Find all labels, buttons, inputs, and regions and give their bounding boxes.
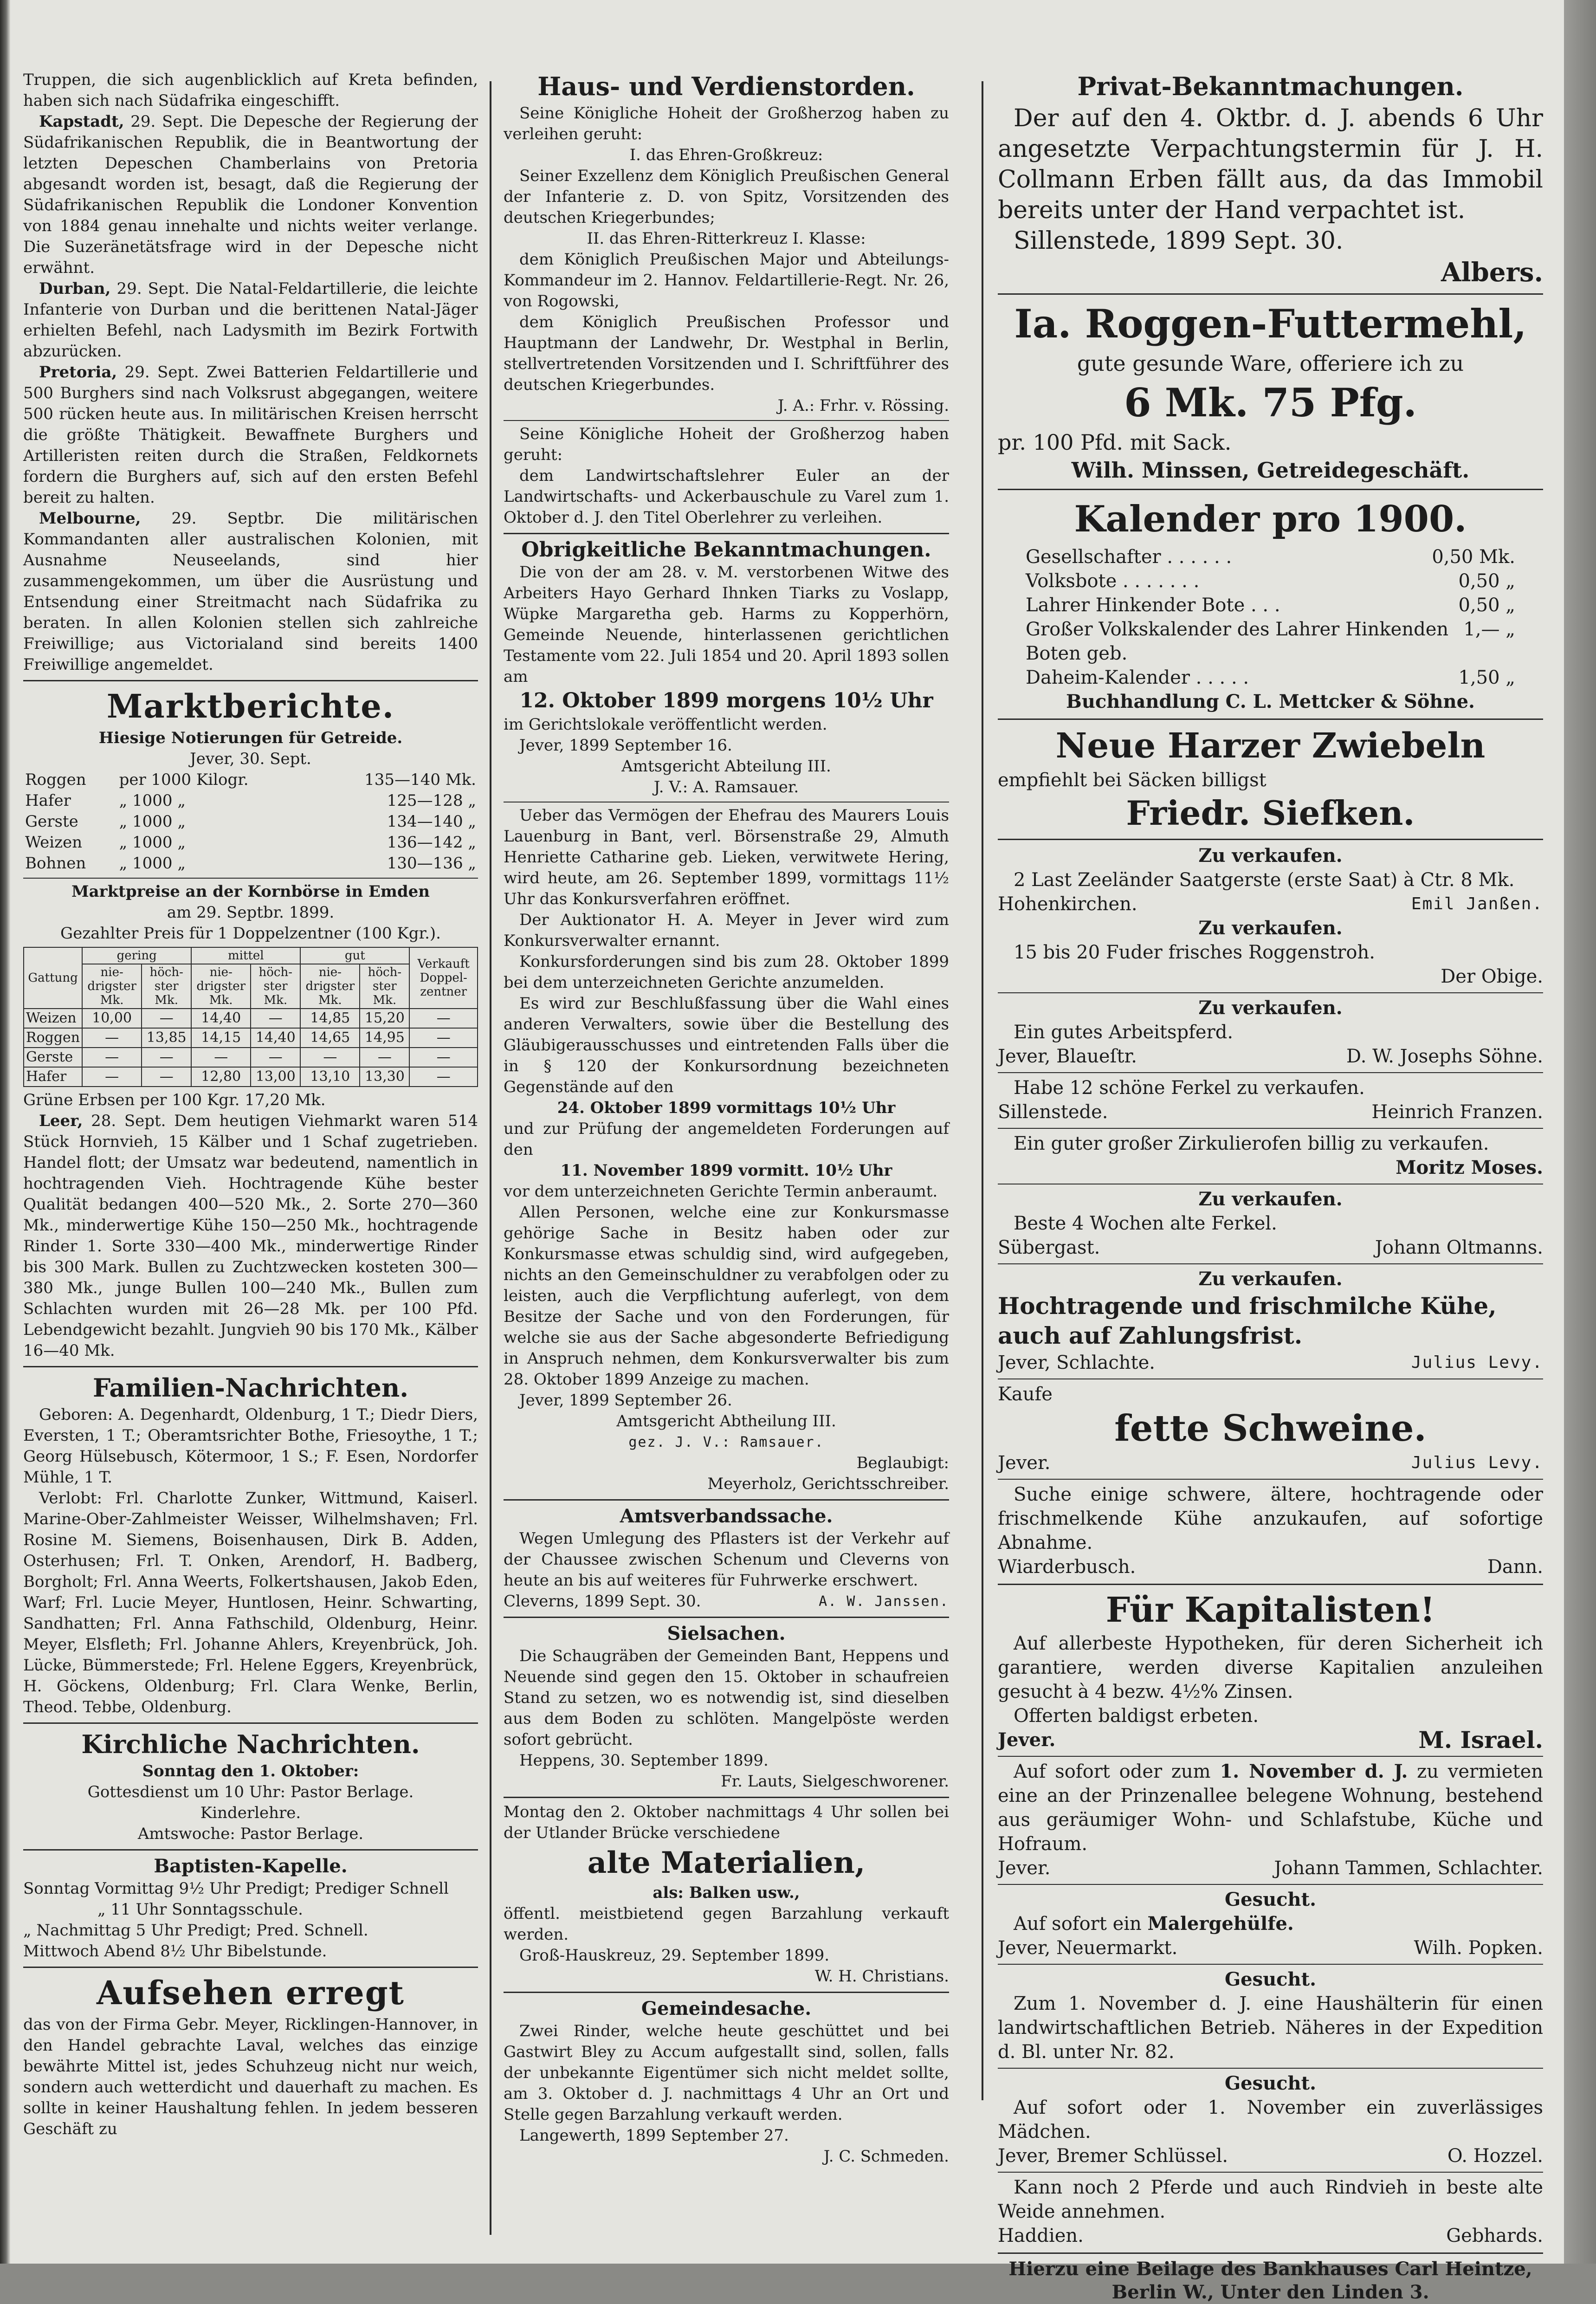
divider bbox=[998, 1479, 1543, 1480]
th-low: nie-drigster Mk. bbox=[300, 964, 360, 1009]
divider bbox=[998, 1072, 1543, 1073]
ad-sign: Johann Oltmanns. bbox=[1375, 1237, 1543, 1258]
ad-place: Groß-Hauskreuz, 29. September 1899. bbox=[519, 1946, 830, 1965]
church-line: Amtswoche: Pastor Berlage. bbox=[137, 1825, 364, 1843]
ad-place: Jever. bbox=[998, 1729, 1056, 1751]
divider bbox=[998, 1128, 1543, 1129]
table-cell: — bbox=[360, 1048, 409, 1067]
section-title-baptist: Baptisten-Kapelle. bbox=[154, 1855, 348, 1877]
order-class: I. das Ehren-Großkreuz: bbox=[629, 146, 823, 164]
notice-text: Zwei Rinder, welche heute geschüttet und bei Gastwirt Bley zu Accum aufgestallt sind, sollen, falls der unbekannte Eigentümer sich nicht meldet sollte, am 3. Oktober d. J. nachmittags 4 Uhr an Ort und Stelle gegen Barzahlung verkauft werden. bbox=[504, 2022, 949, 2124]
ad-footer bbox=[998, 2144, 1543, 2168]
baptist-line: Mittwoch Abend 8½ Uhr Bibelstunde. bbox=[23, 1942, 327, 1961]
table-cell: — bbox=[82, 1067, 142, 1087]
ad-text: Auf sofort oder 1. November ein zuverlässiges Mädchen. bbox=[998, 2097, 1543, 2142]
subheading: Marktpreise an der Kornbörse in Emden bbox=[71, 882, 430, 901]
divider bbox=[504, 420, 949, 421]
order-text: dem Königlich Preußischen Major und Abteilungs-Kommandeur im 2. Hannov. Feldartillerie-Regt. Nr. 26, von Rogowski, bbox=[504, 250, 949, 311]
order-class: II. das Ehren-Ritterkreuz I. Klasse: bbox=[587, 229, 866, 248]
ad-text: Kaufe bbox=[998, 1384, 1053, 1405]
column-rule bbox=[490, 81, 491, 2235]
notice-date: 24. Oktober 1899 vormittags 10½ Uhr bbox=[557, 1099, 896, 1117]
calendar-name: Lahrer Hinkender Bote . . . bbox=[1026, 595, 1280, 616]
ad-place: Wiarderbusch. bbox=[998, 1556, 1136, 1578]
ad-text: Habe 12 schöne Ferkel zu verkaufen. bbox=[1014, 1077, 1365, 1099]
ad-place: Jever. bbox=[998, 1452, 1051, 1474]
order-text: dem Landwirtschaftslehrer Euler an der Landwirtschafts- und Ackerbauschule zu Varel zum 1. Oktober d. J. den Titel Oberlehrer zu verleihen. bbox=[504, 466, 949, 527]
notice-date: 11. November 1899 vormitt. 10½ Uhr bbox=[560, 1161, 892, 1180]
section-divider bbox=[23, 1722, 478, 1724]
calendar-name: Gesellschafter . . . . . . bbox=[1026, 546, 1232, 568]
ad-text-part: Auf sofort oder zum bbox=[1014, 1761, 1211, 1782]
page-margin bbox=[1564, 0, 1596, 2264]
news-paragraph bbox=[23, 111, 478, 278]
notice-text: Konkursforderungen sind bis zum 28. Oktober 1899 bei dem unterzeichneten Gerichte anzumelden. bbox=[504, 952, 949, 992]
ad-title: Gesucht. bbox=[1224, 1889, 1317, 1910]
ad-sign: Wilh. Popken. bbox=[1414, 1937, 1543, 1959]
notice-text: und zur Prüfung der angemeldeten Forderungen auf den bbox=[504, 1120, 949, 1159]
ad-place: Sübergast. bbox=[998, 1237, 1100, 1258]
table-cell: — bbox=[251, 1048, 300, 1067]
ad-sign: Friedr. Siefken. bbox=[1126, 793, 1415, 833]
ad-place: Jever. bbox=[998, 1857, 1051, 1879]
th-high: höch-ster Mk. bbox=[360, 964, 409, 1009]
notice-sign: gez. J. V.: Ramsauer. bbox=[628, 1434, 824, 1450]
ad-headline-kapital: Für Kapitalisten! bbox=[1105, 1590, 1435, 1630]
baptist-line: Sonntag Vormittag 9½ Uhr Predigt; Prediger Schnell bbox=[23, 1879, 449, 1898]
ad-text: Ein guter großer Zirkulierofen billig zu verkaufen. bbox=[1014, 1133, 1489, 1154]
notice-text: Es wird zur Beschlußfassung über die Wahl eines anderen Verwalters, sowie über die Bestellung des Gläubigerausschusses und eintretenden Falls über die in § 120 der Konkursordnung bezeichneten Gegenstände auf den bbox=[504, 994, 949, 1096]
ad-text bbox=[998, 1760, 1543, 1856]
ad-sign: M. Israel. bbox=[1418, 1726, 1543, 1754]
th-gering: gering bbox=[82, 947, 191, 964]
table-cell: — bbox=[409, 1028, 478, 1048]
ad-sign: W. H. Christians. bbox=[814, 1967, 949, 1986]
section-title-orden: Haus- und Verdienstorden. bbox=[537, 71, 915, 101]
calendar-name: Großer Volkskalender des Lahrer Hinkenden Boten geb. bbox=[1026, 619, 1449, 664]
ad-footer bbox=[998, 1236, 1543, 1260]
table-cell-gattung: Hafer bbox=[24, 1067, 82, 1087]
order-text: dem Königlich Preußischen Professor und Hauptmann der Landwehr, Dr. Westphal in Berlin, stellvertretenden Vorsitzenden und I. Schriftführer des deutschen Kriegerbundes. bbox=[504, 313, 949, 394]
ad-sign: Heinrich Franzen. bbox=[1371, 1101, 1543, 1123]
ad-title: Zu verkaufen. bbox=[1198, 997, 1343, 1019]
engagements-paragraph: Verlobt: Frl. Charlotte Zunker, Wittmund, Kaiserl. Marine-Ober-Zahlmeister Weisser, Wilhelmshaven; Frl. Rosine M. Siemens, Boisenhausen, Dirk B. Adden, Osterhusen; Frl. T. Onken, Arendorf, H. Badberg, Borgholt; Frl. Anna Weerts, Folkertshausen, Jakob Eden, Warf; Frl. Lucie Meyer, Huntlosen, Heinr. Schwarting, Sandhatten; Frl. Anna Fathschild, Oldenburg, Heinr. Meyer, Elsfleth; Frl. Johanne Ahlers, Kreyenbrück, Joh. Lücke, Bümmerstede; Frl. Helene Eggers, Kreyenbrück, H. Göckens, Oldenburg; Frl. Clara Wenke, Berlin, Theod. Tebbe, Oldenburg. bbox=[23, 1489, 478, 1716]
ad-title: Zu verkaufen. bbox=[1198, 917, 1343, 939]
ad-headline-kalender: Kalender pro 1900. bbox=[1074, 498, 1467, 540]
order-intro: Seine Königliche Hoheit der Großherzog haben zu verleihen geruht: bbox=[504, 104, 949, 143]
section-divider bbox=[998, 839, 1543, 840]
table-cell: — bbox=[142, 1009, 191, 1028]
ad-keyword: Malergehülfe. bbox=[1147, 1913, 1294, 1935]
table-cell-gattung: Weizen bbox=[24, 1009, 82, 1028]
ad-footer bbox=[998, 1936, 1543, 1960]
table-cell: — bbox=[82, 1048, 142, 1067]
binding-shadow bbox=[0, 0, 10, 2264]
ad-footer bbox=[998, 1555, 1543, 1579]
table-cell: — bbox=[409, 1048, 478, 1067]
ad-title: Gesucht. bbox=[1224, 2072, 1317, 2094]
section-title-siel: Sielsachen. bbox=[667, 1623, 786, 1644]
table-row bbox=[24, 1067, 478, 1087]
births-paragraph: Geboren: A. Degenhardt, Oldenburg, 1 T.; Diedr Diers, Eversten, 1 T.; Oberamtsrichter Bothe, Friesoythe, 1 T.; Georg Hülsebusch, Kötermoor, 1 S.; F. Esen, Nordorfer Mühle, 1 T. bbox=[23, 1405, 478, 1487]
grain-name: Bohnen bbox=[25, 854, 86, 873]
section-title-kirche: Kirchliche Nachrichten. bbox=[81, 1729, 420, 1759]
table-cell: — bbox=[82, 1028, 142, 1048]
dateline: Durban, bbox=[39, 279, 111, 298]
section-title-gemeinde: Gemeindesache. bbox=[641, 1998, 812, 2019]
news-paragraph bbox=[23, 1111, 478, 1361]
notice-text: Der Auktionator H. A. Meyer in Jever wird zum Konkursverwalter ernannt. bbox=[504, 911, 949, 950]
grain-row bbox=[23, 770, 478, 790]
baptist-line: „ Nachmittag 5 Uhr Predigt; Pred. Schnell. bbox=[23, 1921, 368, 1940]
notice-place: Langewerth, 1899 September 27. bbox=[519, 2126, 789, 2145]
ad-sign: Johann Tammen, Schlachter. bbox=[1274, 1857, 1543, 1879]
section-divider bbox=[23, 1849, 478, 1851]
church-line: Kinderlehre. bbox=[200, 1804, 301, 1822]
ad-text-part: Auf sofort ein bbox=[1014, 1913, 1142, 1935]
ad-footer bbox=[998, 1351, 1543, 1375]
th-high: höch-ster Mk. bbox=[251, 964, 300, 1009]
divider bbox=[504, 802, 949, 803]
ad-place: Hohenkirchen. bbox=[998, 893, 1137, 915]
th-gut: gut bbox=[300, 947, 409, 964]
grain-per: „ 1000 „ bbox=[119, 833, 186, 852]
column-middle bbox=[504, 70, 949, 2167]
baptist-line: „ 11 Uhr Sonntagsschule. bbox=[97, 1900, 303, 1919]
ad-place: Sillenstede. bbox=[998, 1101, 1108, 1123]
dateline: Pretoria, bbox=[39, 363, 117, 382]
grain-price: 125—128 „ bbox=[387, 791, 476, 810]
calendar-name: Daheim-Kalender . . . . . bbox=[1026, 667, 1249, 688]
ad-place: Jever, Schlachte. bbox=[998, 1352, 1155, 1373]
notice-sign: J. V.: A. Ramsauer. bbox=[653, 778, 799, 796]
table-cell: 13,10 bbox=[300, 1067, 360, 1087]
ad-sign: D. W. Josephs Söhne. bbox=[1346, 1046, 1543, 1067]
table-cell: 14,15 bbox=[191, 1028, 251, 1048]
grain-name: Gerste bbox=[25, 812, 78, 831]
table-cell: — bbox=[409, 1067, 478, 1087]
ad-title: Zu verkaufen. bbox=[1198, 1268, 1343, 1290]
grain-per: „ 1000 „ bbox=[119, 854, 186, 873]
grain-per: „ 1000 „ bbox=[119, 791, 186, 810]
notice-text: im Gerichtslokale veröffentlicht werden. bbox=[504, 715, 827, 734]
ad-title: Zu verkaufen. bbox=[1198, 1188, 1343, 1210]
ad-footer bbox=[998, 1044, 1543, 1068]
ad-sign: Moritz Moses. bbox=[1396, 1157, 1543, 1178]
notice-footer bbox=[504, 1591, 949, 1612]
grain-row bbox=[23, 832, 478, 853]
notice-text: Ueber das Vermögen der Ehefrau des Maurers Louis Lauenburg in Bant, verl. Börsenstraße 29, Almuth Henriette Catharine geb. Lieken, verwitwete Hering, wird heute, am 26. September 1899, vormittags 11½ Uhr das Konkursverfahren eröffnet. bbox=[504, 806, 949, 908]
ad-text: Kann noch 2 Pferde und auch Rindvieh in beste alte Weide annehmen. bbox=[998, 2177, 1543, 2222]
ad-title-aufsehen: Aufsehen erregt bbox=[96, 1974, 405, 2012]
table-row bbox=[24, 1028, 478, 1048]
grain-name: Hafer bbox=[25, 791, 71, 810]
ad-text: öffentl. meistbietend gegen Barzahlung verkauft werden. bbox=[504, 1904, 949, 1944]
grain-price-table bbox=[23, 770, 478, 874]
ad-footer bbox=[998, 1728, 1543, 1752]
dateline: Kapstadt, bbox=[39, 112, 124, 131]
ad-footer bbox=[998, 1451, 1543, 1475]
table-cell: 14,40 bbox=[191, 1009, 251, 1028]
th-low: nie-drigster Mk. bbox=[82, 964, 142, 1009]
ad-text: Beste 4 Wochen alte Ferkel. bbox=[1014, 1213, 1277, 1234]
ad-sign: Wilh. Minssen, Getreidegeschäft. bbox=[1071, 458, 1470, 483]
th-verkauft: Verkauft Doppel-zentner bbox=[409, 947, 478, 1009]
divider bbox=[998, 1884, 1543, 1885]
ad-headline: alte Materialien, bbox=[587, 1845, 866, 1880]
notice-text: Wegen Umlegung des Pflasters ist der Verkehr auf der Chaussee zwischen Schenum und Cleverns von heute an bis auf weiteres für Fuhrwerke erschwert. bbox=[504, 1529, 949, 1590]
news-text: 29. Sept. Die Natal-Feldartillerie, die leichte Infanterie von Durban und die berittenen Natal-Jäger erhielten Befehl, nach Ladysmith im Bezirk Fortwith abzurücken. bbox=[23, 279, 478, 361]
notice-place: Cleverns, 1899 Sept. 30. bbox=[504, 1592, 701, 1611]
grain-name: Roggen bbox=[25, 770, 86, 789]
table-cell: 14,40 bbox=[251, 1028, 300, 1048]
calendar-list bbox=[998, 545, 1543, 690]
column-right bbox=[998, 70, 1543, 2304]
table-cell: — bbox=[409, 1009, 478, 1028]
ad-place: Jever, Bremer Schlüssel. bbox=[998, 2145, 1228, 2167]
section-divider bbox=[504, 1992, 949, 1993]
ad-sign: Der Obige. bbox=[1441, 966, 1543, 987]
ad-sign: Albers. bbox=[1441, 257, 1543, 288]
th-high: höch-ster Mk. bbox=[142, 964, 191, 1009]
list-item bbox=[1026, 666, 1515, 690]
ad-text: Auf allerbeste Hypotheken, für deren Sicherheit ich garantiere, werden diverse Kapitalien anzuleihen gesucht à 4 bezw. 4½% Zinsen. bbox=[998, 1633, 1543, 1702]
ad-footer bbox=[998, 1856, 1543, 1880]
news-paragraph bbox=[23, 278, 478, 362]
table-cell: 15,20 bbox=[360, 1009, 409, 1028]
grain-price: 134—140 „ bbox=[387, 812, 476, 831]
list-item bbox=[1026, 593, 1515, 617]
ad-text bbox=[998, 1912, 1543, 1936]
section-divider bbox=[998, 293, 1543, 295]
section-divider bbox=[504, 1499, 949, 1501]
section-title-amts: Amtsverbandssache. bbox=[620, 1505, 833, 1527]
calendar-price: 0,50 „ bbox=[1458, 570, 1515, 592]
news-paragraph: Truppen, die sich augenblicklich auf Kreta befinden, haben sich nach Südafrika eingeschifft. bbox=[23, 71, 478, 110]
section-title-privat: Privat-Bekanntmachungen. bbox=[1077, 71, 1464, 101]
ad-sign: Julius Levy. bbox=[1411, 1353, 1543, 1372]
notice-place: Jever, 1899 September 16. bbox=[519, 736, 732, 755]
section-title-obrigkeit: Obrigkeitliche Bekanntmachungen. bbox=[521, 538, 931, 562]
dateline: am 29. Septbr. 1899. bbox=[167, 903, 335, 922]
grain-row bbox=[23, 853, 478, 874]
ad-sign: O. Hozzel. bbox=[1447, 2145, 1543, 2167]
news-text: 29. Sept. Zwei Batterien Feldartillerie und 500 Burghers sind nach Volksrust abgegangen, weitere 500 rücken heute aus. In militärischen Kreisen herrscht die größte Thätigkeit. Bewaffnete Burghers und Artilleristen reiten durch die Straßen, Feldkornets fordern die Burghers auf, sich auf den ersten Befehl bereit zu halten. bbox=[23, 363, 478, 507]
ad-text: empfiehlt bei Säcken billigst bbox=[998, 770, 1266, 791]
grain-name: Weizen bbox=[25, 833, 83, 852]
ad-place: Haddien. bbox=[998, 2225, 1084, 2246]
notice-place: Jever, 1899 September 26. bbox=[519, 1391, 732, 1410]
notice-sign: A. W. Janssen. bbox=[819, 1593, 949, 1610]
note: Grüne Erbsen per 100 Kgr. 17,20 Mk. bbox=[23, 1091, 326, 1109]
ad-text: Ein gutes Arbeitspferd. bbox=[1014, 1022, 1234, 1043]
grain-price: 135—140 Mk. bbox=[364, 770, 476, 789]
calendar-price: 0,50 Mk. bbox=[1432, 546, 1515, 568]
ad-text: gute gesunde Ware, offeriere ich zu bbox=[1077, 351, 1464, 376]
ad-text: Suche einige schwere, ältere, hochtragende oder frischmelkende Kühe anzukaufen, auf sofortige Abnahme. bbox=[998, 1484, 1543, 1553]
ad-text-part: zu vermieten eine an der Prinzenallee belegene Wohnung, bestehend aus geräumiger Wohn- und Schlafstube, Küche und Hofraum. bbox=[998, 1761, 1544, 1855]
news-text: 29. Septbr. Die militärischen Kommandanten aller australischen Kolonien, mit Ausnahme Neuseelands, sind hier zusammengekommen, um über die Ausrüstung und Entsendung einer Streitmacht nach Südafrika zu beraten. In allen Kolonien stellen sich zahlreiche Freiwillige; aus Victorialand sind bereits 1400 Freiwillige angemeldet. bbox=[23, 509, 478, 674]
ad-text: Zum 1. November d. J. eine Haushälterin für einen landwirtschaftlichen Betrieb. Näheres in der Expedition d. Bl. unter Nr. 82. bbox=[998, 1993, 1543, 2063]
th-mittel: mittel bbox=[191, 947, 300, 964]
table-cell: 13,00 bbox=[251, 1067, 300, 1087]
table-cell: — bbox=[142, 1067, 191, 1087]
section-divider bbox=[504, 533, 949, 534]
notice-place: Heppens, 30. September 1899. bbox=[519, 1751, 769, 1770]
ad-headline-zwiebeln: Neue Harzer Zwiebeln bbox=[1055, 726, 1486, 766]
table-cell: — bbox=[300, 1048, 360, 1067]
ad-title: Zu verkaufen. bbox=[1198, 845, 1343, 867]
note: Gezahlter Preis für 1 Doppelzentner (100 Kgr.). bbox=[60, 924, 441, 943]
ad-headline: Hochtragende und frischmilche Kühe, auch auf Zahlungsfrist. bbox=[998, 1292, 1497, 1349]
grain-per: „ 1000 „ bbox=[119, 812, 186, 831]
calendar-price: 0,50 „ bbox=[1458, 595, 1515, 616]
table-cell: 14,95 bbox=[360, 1028, 409, 1048]
dateline: Leer, bbox=[39, 1112, 83, 1130]
list-item bbox=[1026, 617, 1515, 666]
divider bbox=[998, 1756, 1543, 1757]
list-item bbox=[1026, 569, 1515, 593]
section-title-familie: Familien-Nachrichten. bbox=[92, 1373, 409, 1403]
section-divider bbox=[998, 1584, 1543, 1585]
subheading: Hiesige Notierungen für Getreide. bbox=[98, 729, 403, 747]
table-cell: — bbox=[251, 1009, 300, 1028]
order-intro: Seine Königliche Hoheit der Großherzog haben geruht: bbox=[504, 425, 949, 464]
notice-text: vor dem unterzeichneten Gerichte Termin anberaumt. bbox=[504, 1182, 938, 1201]
ad-sign: Dann. bbox=[1487, 1556, 1543, 1578]
section-divider bbox=[998, 2252, 1543, 2254]
ad-text: Offerten baldigst erbeten. bbox=[1014, 1705, 1259, 1727]
ad-text: pr. 100 Pfd. mit Sack. bbox=[998, 430, 1232, 455]
th-gattung: Gattung bbox=[24, 947, 82, 1009]
ad-price: 6 Mk. 75 Pfg. bbox=[1124, 380, 1417, 426]
th-low: nie-drigster Mk. bbox=[191, 964, 251, 1009]
notice-clerk: Meyerholz, Gerichtsschreiber. bbox=[707, 1475, 949, 1493]
divider bbox=[998, 1964, 1543, 1965]
ad-place: Jever, Neuermarkt. bbox=[998, 1937, 1178, 1959]
news-paragraph bbox=[23, 508, 478, 675]
section-divider bbox=[998, 718, 1543, 720]
divider bbox=[998, 2172, 1543, 2173]
notice-sign: Fr. Lauts, Sielgeschworener. bbox=[721, 1772, 949, 1791]
ad-headline-schweine: fette Schweine. bbox=[1114, 1407, 1427, 1450]
section-divider bbox=[23, 680, 478, 681]
ad-sign: Buchhandlung C. L. Mettcker & Söhne. bbox=[1066, 691, 1475, 712]
news-paragraph bbox=[23, 362, 478, 508]
table-cell-gattung: Roggen bbox=[24, 1028, 82, 1048]
notice-text: Die Schaugräben der Gemeinden Bant, Heppens und Neuende sind gegen den 15. Oktober in schaufreien Stand zu setzen, wo es notwendig ist, sind dieselben aus dem Boden zu schlöten. Mangelpöste werden sofort gebrücht. bbox=[504, 1647, 949, 1749]
church-line: Gottesdienst um 10 Uhr: Pastor Berlage. bbox=[87, 1783, 414, 1801]
ad-sign: Gebhards. bbox=[1446, 2225, 1543, 2246]
ad-text: 15 bis 20 Fuder frisches Roggenstroh. bbox=[1014, 942, 1375, 963]
ad-text: das von der Firma Gebr. Meyer, Ricklingen-Hannover, in den Handel gebrachte Laval, welches das einzige bewährte Mittel ist, jedes Schuhzeug nicht nur weich, sondern auch wetterdicht und dauerhaft zu machen. Es sollte in keiner Haushaltung fehlen. In jedem besseren Geschäft zu bbox=[23, 2015, 478, 2138]
notice-court: Amtsgericht Abtheilung III. bbox=[616, 1412, 836, 1430]
dateline: Melbourne, bbox=[39, 509, 141, 528]
section-divider bbox=[504, 1617, 949, 1618]
table-cell: 14,85 bbox=[300, 1009, 360, 1028]
ad-place: Sillenstede, 1899 Sept. 30. bbox=[1014, 227, 1344, 255]
grain-price: 130—136 „ bbox=[387, 854, 476, 873]
grain-row bbox=[23, 790, 478, 811]
ad-footer bbox=[998, 2224, 1543, 2248]
section-divider bbox=[998, 489, 1543, 490]
section-divider bbox=[504, 1797, 949, 1798]
ad-headline-roggen: Ia. Roggen-Futtermehl, bbox=[1014, 301, 1527, 347]
section-title-markt: Marktberichte. bbox=[106, 687, 395, 725]
ad-footer bbox=[998, 1100, 1543, 1124]
dateline: Jever, 30. Sept. bbox=[190, 750, 311, 768]
ad-sign: Emil Janßen. bbox=[1411, 894, 1543, 913]
ad-text: 2 Last Zeeländer Saatgerste (erste Saat) à Ctr. 8 Mk. bbox=[1014, 869, 1515, 891]
calendar-price: 1,50 „ bbox=[1458, 667, 1515, 688]
table-cell-gattung: Gerste bbox=[24, 1048, 82, 1067]
ad-sign: Julius Levy. bbox=[1411, 1453, 1543, 1472]
table-cell: — bbox=[191, 1048, 251, 1067]
divider bbox=[23, 878, 478, 879]
ad-date: 1. November d. J. bbox=[1220, 1760, 1408, 1782]
ad-text: Montag den 2. Oktober nachmittags 4 Uhr sollen bei der Utlander Brücke verschiedene bbox=[504, 1803, 949, 1842]
table-cell: — bbox=[142, 1048, 191, 1067]
grain-price: 136—142 „ bbox=[387, 833, 476, 852]
table-cell: 10,00 bbox=[82, 1009, 142, 1028]
order-text: Seiner Exzellenz dem Königlich Preußischen General der Infanterie z. D. von Spitz, Vorsitzenden des deutschen Kriegerbundes; bbox=[504, 167, 949, 227]
table-cell: 13,30 bbox=[360, 1067, 409, 1087]
notice-date: 12. Oktober 1899 morgens 10½ Uhr bbox=[519, 689, 933, 712]
grain-row bbox=[23, 811, 478, 832]
table-row bbox=[24, 1048, 478, 1067]
grain-per: per 1000 Kilogr. bbox=[119, 770, 249, 789]
emden-price-table bbox=[23, 947, 478, 1087]
church-date: Sonntag den 1. Oktober: bbox=[142, 1762, 359, 1780]
notice-certified: Beglaubigt: bbox=[856, 1454, 949, 1472]
table-cell: 13,85 bbox=[142, 1028, 191, 1048]
supplement-note: Hierzu eine Beilage des Bankhauses Carl Heintze, Berlin W., Unter den Linden 3. bbox=[1008, 2258, 1532, 2303]
calendar-name: Volksbote . . . . . . . bbox=[1026, 570, 1200, 592]
divider bbox=[998, 992, 1543, 993]
calendar-price: 1,— „ bbox=[1463, 619, 1515, 640]
ad-title: Gesucht. bbox=[1224, 1968, 1317, 1990]
ad-footer bbox=[998, 892, 1543, 916]
table-cell: 14,65 bbox=[300, 1028, 360, 1048]
section-divider bbox=[23, 1366, 478, 1367]
divider bbox=[998, 1263, 1543, 1264]
ad-sub: als: Balken usw., bbox=[653, 1883, 800, 1902]
notice-text: Die von der am 28. v. M. verstorbenen Witwe des Arbeiters Hayo Gerhard Ihnken Tiarks zu Voslapp, Wüpke Margaretha geb. Harms zu Kopperhörn, Gemeinde Neuende, hinterlassenen gerichtlichen Testamente vom 22. Juli 1854 und 20. April 1893 sollen am bbox=[504, 563, 949, 686]
notice-court: Amtsgericht Abteilung III. bbox=[621, 757, 831, 776]
section-divider bbox=[23, 1967, 478, 1968]
list-item bbox=[1026, 545, 1515, 569]
signature: J. A.: Frhr. v. Rössing. bbox=[777, 396, 949, 415]
ad-place: Jever, Blaueſtr. bbox=[998, 1046, 1137, 1067]
ad-text: Der auf den 4. Oktbr. d. J. abends 6 Uhr angesetzte Verpachtungstermin für J. H. Collmann Erben fällt aus, da das Immobil bereits unter der Hand verpachtet ist. bbox=[998, 104, 1543, 224]
divider bbox=[998, 2068, 1543, 2069]
column-rule bbox=[982, 81, 983, 2100]
notice-text: Allen Personen, welche eine zur Konkursmasse gehörige Sache in Besitz haben oder zur Konkursmasse etwas schuldig sind, wird aufgegeben, nichts an den Gemeinschuldner zu verabfolgen oder zu leisten, auch die Verpflichtung auferlegt, von dem Besitze der Sache und von den Forderungen, für welche sie aus der Sache abgesonderte Befriedigung in Anspruch nehmen, dem Konkursverwalter bis zum 28. Oktober 1899 Anzeige zu machen. bbox=[504, 1203, 949, 1389]
table-cell: 12,80 bbox=[191, 1067, 251, 1087]
table-row bbox=[24, 1009, 478, 1028]
column-left bbox=[23, 70, 478, 2140]
notice-sign: J. C. Schmeden. bbox=[823, 2147, 949, 2166]
news-text: 28. Sept. Dem heutigen Viehmarkt waren 514 Stück Hornvieh, 15 Kälber und 1 Schaf zugetrieben. Handel flott; der Umsatz war bedeutend, namentlich in hochtragenden Vieh. Hochtragende Kühe bester Qualität bedangen 400—520 Mk., 2. Sorte 270—360 Mk., minderwertige Kühe 150—250 Mk., hochtragende Rinder 1. Sorte 330—400 Mk., minderwertige Rinder bis 300 Mark. Bullen zu Zuchtzwecken kosteten 300—380 Mk., junge Bullen 100—240 Mk., Bullen zum Schlachten wurden mit 26—28 Mk. per 100 Pfd. Lebendgewicht bezahlt. Jungvieh 90 bis 170 Mk., Kälber 16—40 Mk. bbox=[23, 1112, 478, 1360]
news-text: 29. Sept. Die Depesche der Regierung der Südafrikanischen Republik, die in Beantwortung der letzten Depeschen Chamberlains von Pretoria abgesandt worden ist, besagt, daß die Regierung der Südafrikanischen Republik die Londoner Konvention von 1884 genau innehalte und nichts weiter verlange. Die Suzeränetätsfrage wird in der Depesche nicht erwähnt. bbox=[23, 112, 478, 277]
